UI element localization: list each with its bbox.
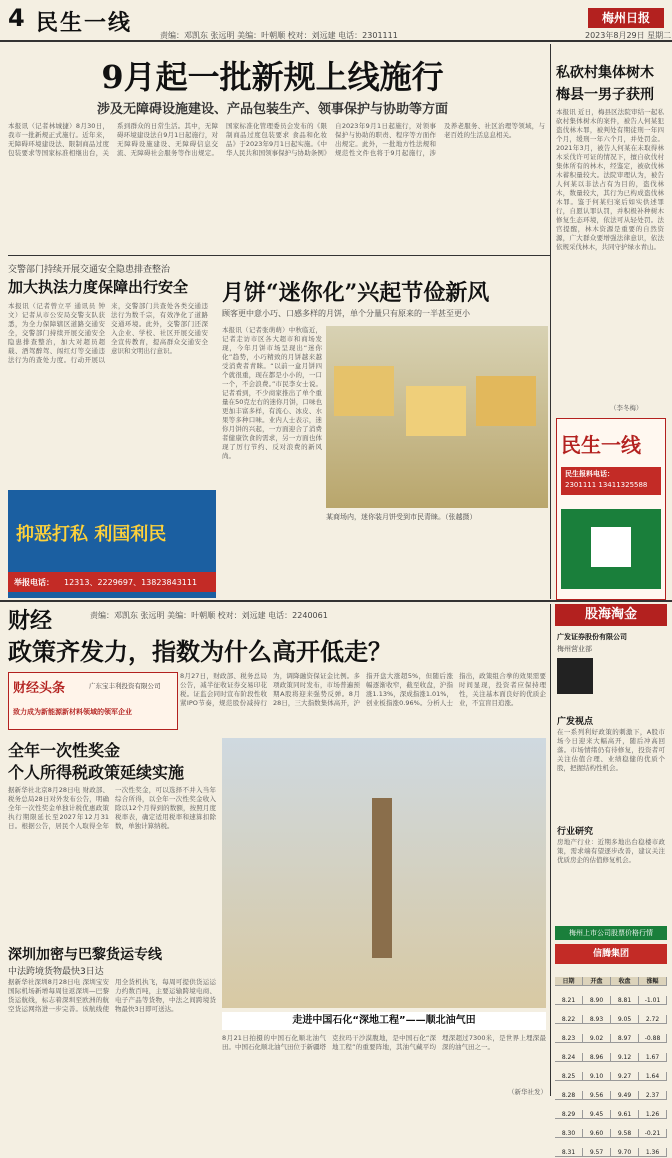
- table-cell: 9.05: [611, 1015, 639, 1024]
- mooncake-title: 月饼“迷你化”兴起节俭新风: [222, 280, 490, 306]
- finance-section-title: 财经: [8, 609, 53, 634]
- broker-branch: 梅州营业部: [557, 645, 592, 653]
- sponsor-name: 广东宝丰利投资有限公司: [89, 682, 161, 690]
- oil-body: 8月21日拍摄的中国石化顺北油气田。中国石化顺北油气田位于新疆塔克拉玛干沙漠腹地，是中国石化“深地工程”的重要阵地，其油气藏平均埋深超过7300米，是世界上埋深最深的油气田之一。: [222, 1034, 546, 1051]
- table-row: [555, 1006, 667, 1025]
- table-cell: 9.57: [583, 1148, 611, 1157]
- sponsor-slogan: 致力成为新能源新材料领域的领军企业: [13, 708, 132, 716]
- stock-price-table: [555, 968, 667, 1158]
- newspaper-logo: 梅州日报: [588, 8, 664, 28]
- table-cell: 8.29: [555, 1110, 583, 1119]
- stock-box-title: 股海淘金: [555, 604, 667, 626]
- right-title-2: 梅县一男子获刑: [556, 87, 654, 103]
- finance-column-label: 财经头条: [13, 681, 66, 696]
- qr-code-icon: [591, 527, 631, 567]
- oilfield-photo: [222, 738, 546, 1008]
- issue-date: 2023年8月29日 星期二: [585, 31, 672, 40]
- table-cell: 8.21: [555, 996, 583, 1005]
- table-cell: 8.81: [611, 996, 639, 1005]
- oil-source: （新华社发）: [508, 1088, 547, 1096]
- ad-phone-bar: [8, 572, 216, 592]
- table-cell: 9.12: [611, 1053, 639, 1062]
- mooncake-photo: [326, 326, 548, 508]
- broker-name: 广发证券股份有限公司: [557, 633, 627, 641]
- table-cell: 9.02: [583, 1034, 611, 1043]
- table-cell: 9.61: [611, 1110, 639, 1119]
- main-story-body: 本报讯（记者林城捷）8月30日，我市一批新规正式施行。近年来，无障碍环境建设法、限制商品过度包装要求等国家标准相继出台，关系到群众的日常生活。其中，无障碍环境建设法自9月1日起施行，对无障碍设施建设、无障碍信息交流、无障碍社会服务等作出规定。国家标准化管理委员会发布的《限制商品过度包装要求 食品和化妆品》于2023年9月1日起实施。《中华人民共和国领事保护与协助条例》自2023年9月1日起施行，对领事保护与协助的职责、程序等方面作出规定。此外，一批地方性法规和规范性文件也将于9月起施行，涉及养老服务、社区治理等领域，与老百姓的生活息息相关。: [8, 122, 545, 157]
- finance-headline: 政策齐发力，指数为什么高开低走？: [8, 637, 392, 666]
- finance-divider: [0, 600, 672, 602]
- table-header-cell: 收盘: [611, 977, 639, 986]
- mooncake-box-icon: [406, 386, 466, 436]
- section-title: 民生一线: [36, 11, 133, 36]
- shenzhen-title: 深圳加密与巴黎货运专线: [8, 947, 162, 963]
- industry-title: 行业研究: [557, 827, 594, 837]
- section-divider: [8, 255, 550, 256]
- table-row: [555, 1101, 667, 1120]
- ad-phone-label: 举报电话：: [14, 578, 54, 587]
- drilling-rig-icon: [372, 798, 392, 958]
- minsheng-title: 民生一线: [561, 433, 641, 457]
- page-header: [0, 0, 672, 42]
- table-cell: 8.23: [555, 1034, 583, 1043]
- tax-body: 据新华社北京8月28日电 财政部、税务总局28日对外发布公告，明确全年一次性奖金单独计税优惠政策执行期限延长至2027年12月31日。根据公告，居民个人取得全年一次性奖金，可以选择不并入当年综合所得，以全年一次性奖金收入除以12个月得到的数额，按照月度税率表，确定适用税率和速算扣除数，单独计算纳税。: [8, 786, 216, 830]
- table-cell: 8.97: [611, 1034, 639, 1043]
- table-row: [555, 1120, 667, 1139]
- shenzhen-body: 据新华社深圳8月28日电 深圳宝安国际机场新增每周往返深圳—巴黎货运航线，标志着深圳至欧洲的航空货运网络进一步完善。该航线使用全货机执飞，每周可提供货运运力约数百吨，主要运输跨境电商、电子产品等货物，中法之间跨境货物最快3日即可送达。: [8, 978, 216, 1013]
- table-row: [555, 1044, 667, 1063]
- tax-title-1: 全年一次性奖金: [8, 741, 121, 760]
- ad-slogan: 抑恶打私 利国利民: [16, 524, 167, 545]
- table-cell: -0.21: [639, 1129, 667, 1138]
- industry-body: 房地产行业：近期多地出台稳楼市政策，需求端有望逐步改善，建议关注优质房企的估值修复机会。: [557, 838, 665, 864]
- table-cell: 8.90: [583, 996, 611, 1005]
- hotline-banner: [561, 467, 661, 495]
- table-cell: 8.93: [583, 1015, 611, 1024]
- stock-viewpoint-title: 广发视点: [557, 717, 594, 727]
- table-row: [555, 1025, 667, 1044]
- traffic-body: 本报讯（记者曾立平 通讯员 钟文）记者从市公安局交警支队获悉，为全力保障辖区道路交通安全，交警部门持续开展交通安全隐患排查整治，加大对超员超载、酒驾醉驾、闯红灯等交通违法行为的查处力度。行动开展以来，交警部门共查处各类交通违法行为数千宗，有效净化了道路交通环境。此外，交警部门还深入企业、学校、社区开展交通安全宣传教育，提高群众交通安全意识和文明出行意识。: [8, 302, 208, 364]
- hotline-number: 2301111 13411325588: [565, 481, 648, 489]
- table-cell: 8.24: [555, 1053, 583, 1062]
- finance-editor-line: 责编：邓凯东 张远明 美编：叶朝顺 校对：刘远建 电话：2240061: [90, 611, 328, 620]
- table-cell: 9.56: [583, 1091, 611, 1100]
- tax-title-2: 个人所得税政策延续实施: [8, 763, 185, 782]
- table-cell: 9.45: [583, 1110, 611, 1119]
- table-cell: 8.25: [555, 1072, 583, 1081]
- table-cell: 8.31: [555, 1148, 583, 1157]
- mooncake-body: 本报讯（记者张萌萌）中秋临近，记者走访市区各大超市和商场发现，今年月饼市场呈现出“迷你化”趋势，小巧精致的月饼越来越受消费者青睐。“以前一盒月饼四个就很重，现在都是小小的，一口一个，不会浪费。”市民李女士说。记者看到，不少商家推出了单个重量在50克左右的迷你月饼，口味也更加丰富多样，有流心、冰皮、水果等多种口味。业内人士表示，迷你月饼的兴起，一方面迎合了消费者健康饮食的需求，另一方面也体现了厉行节约、反对浪费的新风尚。: [222, 326, 322, 460]
- table-header-cell: 涨幅: [639, 977, 667, 986]
- table-cell: -1.01: [639, 996, 667, 1005]
- table-cell: -0.88: [639, 1034, 667, 1043]
- qr-code-icon: [557, 658, 593, 694]
- table-cell: 1.67: [639, 1053, 667, 1062]
- table-header-cell: 开盘: [583, 977, 611, 986]
- table-cell: 8.28: [555, 1091, 583, 1100]
- mooncake-box-icon: [334, 366, 394, 416]
- finance-column-box: [8, 672, 178, 730]
- table-cell: 8.22: [555, 1015, 583, 1024]
- table-cell: 9.27: [611, 1072, 639, 1081]
- main-headline: 9月起一批新规上线施行: [101, 58, 444, 96]
- table-cell: 2.37: [639, 1091, 667, 1100]
- table-cell: 9.60: [583, 1129, 611, 1138]
- table-cell: 9.70: [611, 1148, 639, 1157]
- right-story-body: 本报讯 近日，梅县区法院审结一起私砍村集体树木的案件，被告人何某犯盗伐林木罪，被判处有期徒刑一年四个月，缓刑一年六个月，并处罚金。2021年3月，被告人何某在未取得林木采伐许可证的情况下，擅自砍伐村集体所有的林木，经鉴定，被砍伐林木蓄积量较大。法院审理认为，被告人何某以非法占有为目的，盗伐林木，数量较大，其行为已构成盗伐林木罪。鉴于何某归案后如实供述罪行，自愿认罪认罚，并积极补种树木修复生态环境，依法可从轻处罚。法官提醒，林木资源是重要的自然资源，广大群众要增强法律意识，依法依规采伐林木，共同守护绿水青山。: [556, 108, 664, 251]
- table-cell: 1.36: [639, 1148, 667, 1157]
- anti-smuggling-ad: [8, 490, 216, 598]
- table-cell: 8.96: [583, 1053, 611, 1062]
- minsheng-box: [556, 418, 666, 600]
- table-cell: 1.64: [639, 1072, 667, 1081]
- traffic-title: 加大执法力度保障出行安全: [8, 278, 189, 296]
- stock-company-banner: 信腾集团: [555, 944, 667, 964]
- stock-viewpoint-body: 在一系列利好政策的刺激下，A股市场今日迎来大幅高开，随后冲高回落。市场情绪仍有待修复，投资者可关注估值合理、业绩稳健的优质个股，把握结构性机会。: [557, 728, 665, 772]
- table-header-cell: 日期: [555, 977, 583, 986]
- qr-area: [561, 509, 661, 589]
- mooncake-box-icon: [476, 376, 536, 426]
- right-title-1: 私砍村集体树木: [556, 65, 654, 81]
- table-row: [555, 987, 667, 1006]
- mooncake-caption: 某商场内，迷你装月饼受到市民青睐。（张越摄）: [326, 513, 477, 521]
- table-header-row: [555, 968, 667, 987]
- table-cell: 1.26: [639, 1110, 667, 1119]
- ad-phone-numbers: 12313、2229697、13823843111: [64, 578, 198, 587]
- stock-sidebar: [550, 604, 669, 1156]
- traffic-kicker: 交警部门持续开展交通安全隐患排查整治: [8, 265, 171, 275]
- main-subheadline: 涉及无障碍设施建设、产品包装生产、领事保护与协助等方面: [96, 102, 448, 117]
- column-divider: [550, 44, 551, 599]
- table-row: [555, 1063, 667, 1082]
- finance-body: 8月27日，财政部、税务总局公告，减半征收证券交易印花税。证监会同时宣布阶段性收紧IPO节奏，规范股份减持行为，调降融资保证金比例。多项政策同时发布，市场普遍预期A股将迎来强势反弹。8月28日，三大指数集体高开，沪指开盘大涨超5%，但随后涨幅逐渐收窄，截至收盘，沪指涨1.13%，深成指涨1.01%，创业板指涨0.96%。分析人士指出，政策组合拳的效果需要时间显现，投资者应保持理性，关注基本面良好的优质企业，不宜盲目追涨。: [180, 672, 546, 707]
- table-cell: 9.10: [583, 1072, 611, 1081]
- right-story-author: （李冬梅）: [610, 404, 643, 412]
- editor-line: 责编：邓凯东 张远明 美编：叶朝顺 校对：刘远建 电话：2301111: [160, 31, 398, 40]
- table-cell: 9.58: [611, 1129, 639, 1138]
- shenzhen-subtitle: 中法跨境货物最快3日达: [8, 967, 104, 977]
- oil-caption: 走进中国石化“深地工程”——顺北油气田: [222, 1012, 546, 1030]
- mooncake-subtitle: 顾客更中意小巧、口感多样的月饼，单个分量只有原来的一半甚至更小: [222, 309, 470, 318]
- table-cell: 8.30: [555, 1129, 583, 1138]
- table-row: [555, 1139, 667, 1158]
- hotline-label: 民生报料电话：: [565, 470, 614, 478]
- table-cell: 2.72: [639, 1015, 667, 1024]
- page-number: 4: [8, 4, 25, 32]
- price-table-title: 梅州上市公司股票价格行情: [555, 926, 667, 940]
- table-row: [555, 1082, 667, 1101]
- table-cell: 9.49: [611, 1091, 639, 1100]
